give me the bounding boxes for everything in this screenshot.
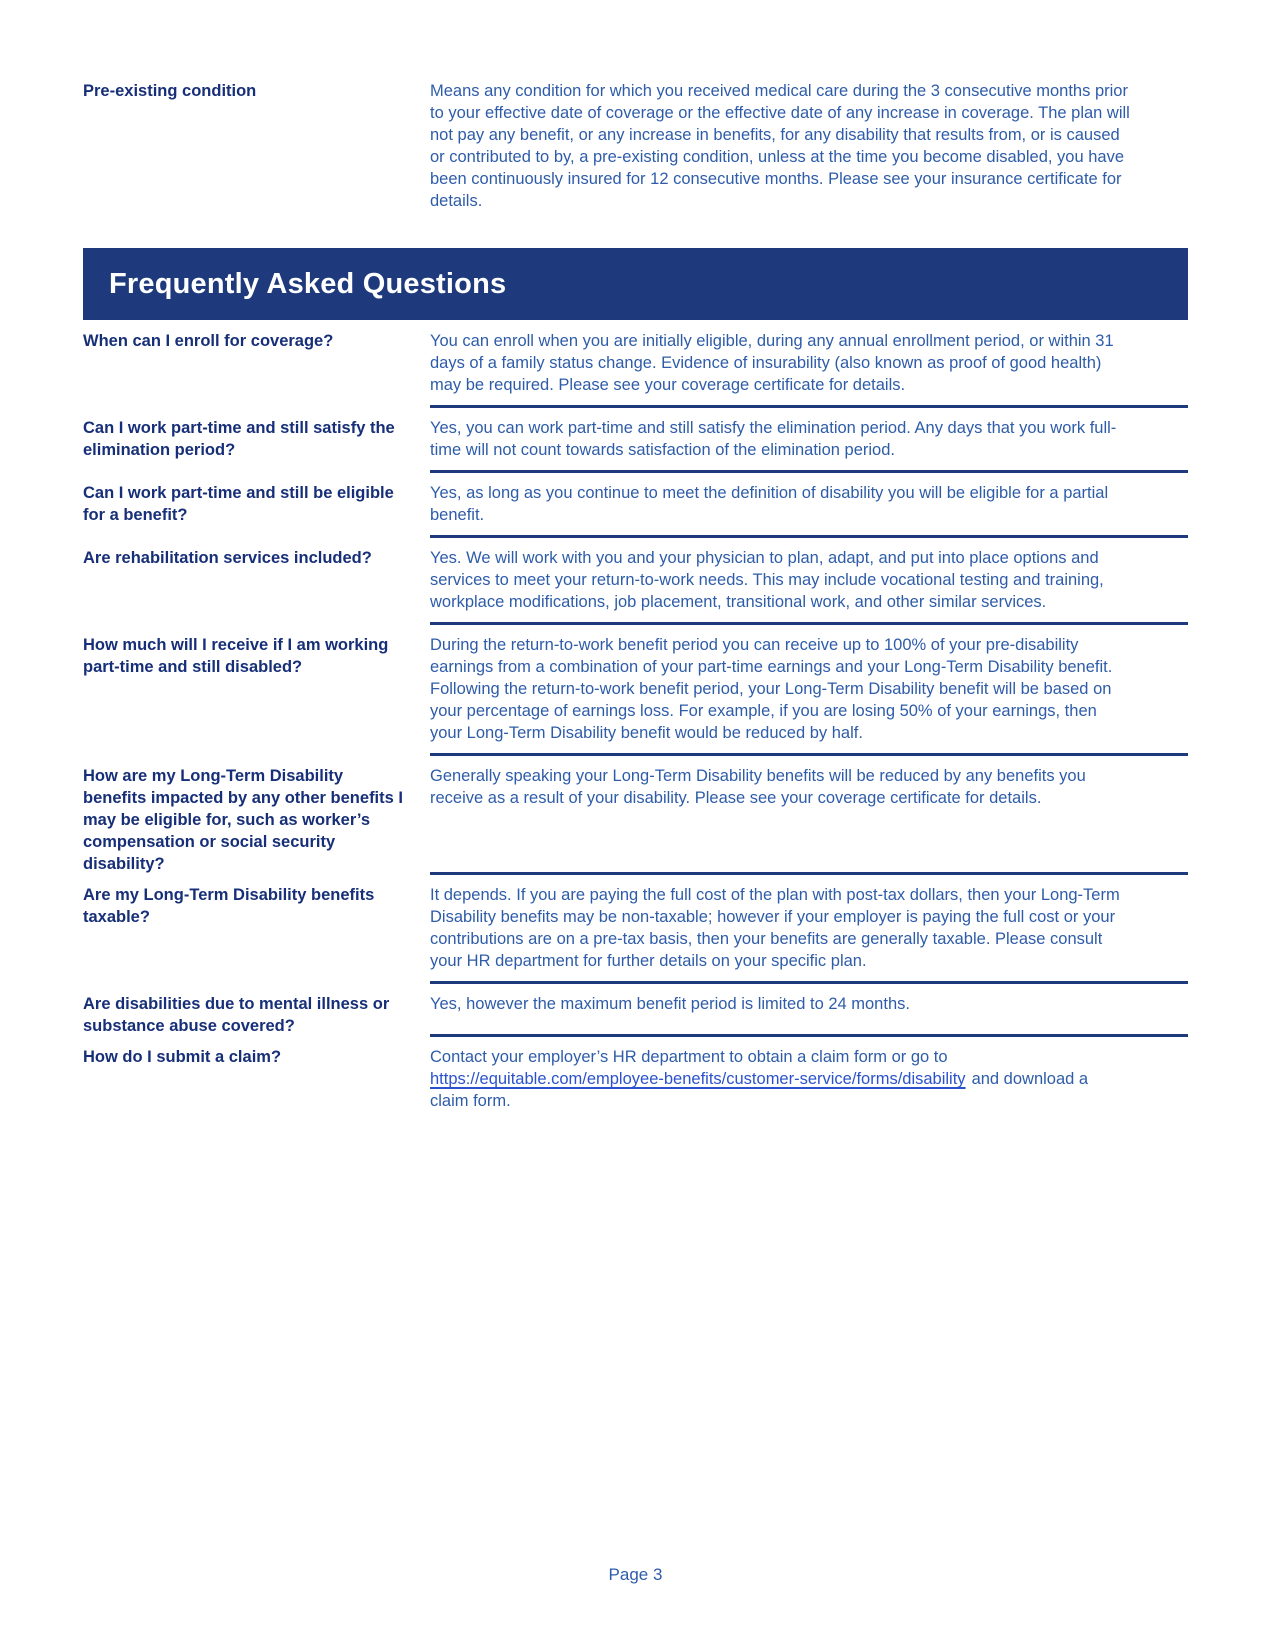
faq-row-other-benefits xyxy=(83,765,1188,875)
faq-answer: Yes. We will work with you and your physician to plan, adapt, and put into place options and services to meet your return-to-work needs. This may include vocational testing and training, workplace modifications, job placement, transitional work, and other similar services. xyxy=(430,549,1104,611)
faq-answer-cell xyxy=(430,884,1188,984)
faq-question: How much will I receive if I am working part-time and still disabled? xyxy=(83,636,389,676)
faq-row-parttime-elimination xyxy=(83,417,1188,473)
faq-answer-cell xyxy=(430,1046,1188,1121)
faq-question: Are rehabilitation services included? xyxy=(83,549,372,567)
faq-answer: During the return-to-work benefit period you can receive up to 100% of your pre-disability earnings from a combination of your part-time earnings and your Long-Term Disability benefit. Following the return-to-work benefit period, your Long-Term Disability benefit will be based on your percentage of earnings loss. For example, if you are losing 50% of your earnings, then your Long-Term Disability benefit would be reduced by half. xyxy=(430,636,1113,742)
claim-form-link[interactable]: https://equitable.com/employee-benefits/customer-service/forms/disability xyxy=(430,1070,966,1088)
faq-answer: You can enroll when you are initially eligible, during any annual enrollment period, or within 31 days of a family status change. Evidence of insurability (also known as proof of good health) may be required. Please see your coverage certificate for details. xyxy=(430,332,1114,394)
definition-row xyxy=(83,80,1188,212)
faq-question: Are disabilities due to mental illness or substance abuse covered? xyxy=(83,995,390,1035)
faq-row-working-disabled xyxy=(83,634,1188,756)
faq-question: Can I work part-time and still be eligible for a benefit? xyxy=(83,484,394,524)
definition-text: Means any condition for which you received medical care during the 3 consecutive months prior to your effective date of coverage or the effective date of any increase in coverage. The plan will not pay any benefit, or any increase in benefits, for any disability that results from, or is caused or contributed to by, a pre-existing condition, unless at the time you become disabled, you have been continuously insured for 12 consecutive months. Please see your insurance certificate for details. xyxy=(430,82,1130,210)
faq-answer xyxy=(430,1046,1130,1112)
definition-term: Pre-existing condition xyxy=(83,82,257,100)
faq-question: Are my Long-Term Disability benefits taxable? xyxy=(83,886,375,926)
faq-answer: Yes, you can work part-time and still satisfy the elimination period. Any days that you work full-time will not count towards satisfaction of the elimination period. xyxy=(430,419,1117,459)
faq-answer: Yes, however the maximum benefit period is limited to 24 months. xyxy=(430,995,910,1013)
page-number: Page 3 xyxy=(608,1565,663,1584)
faq-answer-cell xyxy=(430,547,1188,625)
faq-row-mental-illness xyxy=(83,993,1188,1037)
faq-list xyxy=(83,330,1188,1121)
faq-answer: Yes, as long as you continue to meet the definition of disability you will be eligible for a partial benefit. xyxy=(430,484,1109,524)
faq-answer-cell xyxy=(430,765,1188,875)
page-content xyxy=(83,0,1188,1130)
section-title: Frequently Asked Questions xyxy=(109,267,507,300)
faq-question: Can I work part-time and still satisfy the elimination period? xyxy=(83,419,395,459)
faq-answer-cell xyxy=(430,417,1188,473)
faq-question: How do I submit a claim? xyxy=(83,1048,282,1066)
faq-row-taxable xyxy=(83,884,1188,984)
faq-answer-cell xyxy=(430,634,1188,756)
faq-answer-cell xyxy=(430,993,1188,1037)
faq-answer-suffix: and download a claim form. xyxy=(430,1070,1089,1110)
section-banner xyxy=(83,248,1188,320)
faq-answer-prefix: Contact your employer’s HR department to obtain a claim form or go to xyxy=(430,1048,948,1066)
faq-answer-cell xyxy=(430,482,1188,538)
faq-answer: It depends. If you are paying the full cost of the plan with post-tax dollars, then your Long-Term Disability benefits may be non-taxable; however if your employer is paying the full cost or your contributions are on a pre-tax basis, then your benefits are generally taxable. Please consult your HR department for further details on your specific plan. xyxy=(430,886,1120,970)
faq-question: When can I enroll for coverage? xyxy=(83,332,334,350)
faq-row-rehabilitation xyxy=(83,547,1188,625)
faq-question: How are my Long-Term Disability benefits impacted by any other benefits I may be eligible for, such as worker’s compensation or social security disability? xyxy=(83,767,403,873)
faq-row-submit-claim xyxy=(83,1046,1188,1121)
definition-body xyxy=(430,80,1188,212)
faq-answer-cell xyxy=(430,330,1188,408)
faq-row-parttime-benefit xyxy=(83,482,1188,538)
faq-row-enroll xyxy=(83,330,1188,408)
faq-answer: Generally speaking your Long-Term Disability benefits will be reduced by any benefits you receive as a result of your disability. Please see your coverage certificate for details. xyxy=(430,767,1086,807)
